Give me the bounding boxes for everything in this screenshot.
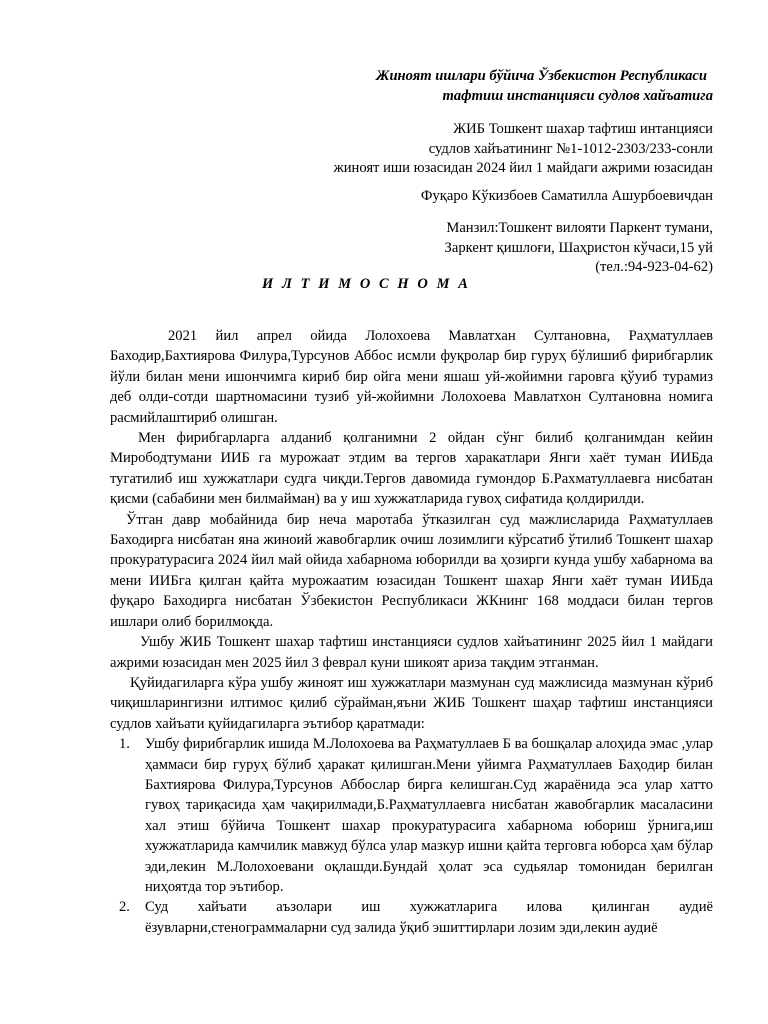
applicant-address (445, 219, 713, 278)
paragraph: Қуйидагиларга кўра ушбу жиноят иш хужжатлари мазмунан суд мажлисида мазмунан кўриб чиқишларингизни илтимос қилиб сўрайман,яъни ЖИБ Тошкент шаҳар тафтиш инстанцияси судлов хайъати қуйидагиларга эътибор қаратмади: (110, 674, 713, 732)
court-line-2: тафтиш инстанцияси судлов хайъатига (442, 87, 713, 104)
address-line-1: Манзил:Тошкент вилояти Паркент тумани, (446, 220, 713, 236)
applicant (421, 187, 713, 207)
claims-list (110, 734, 713, 938)
list-item (110, 897, 713, 938)
court-addressee (376, 67, 713, 106)
paragraph: 2021 йил апрел ойида Лолохоева Мавлатхан Султановна, Раҳматуллаев Баходир,Бахтиярова Филура,Турсунов Аббос исмли фуқролар бир гуруҳ бўлишиб фирибгарлик йўли билан мени ишончимга кириб бир ойга мени яшаш уй-жойимни гаровга қўуиб турамиз деб олди-сотди шартномасини тузиб уй-жойимни Лолохоева Мавлатхон Султановна номига расмийлаштириб олишган. (110, 328, 713, 426)
case-reference (334, 120, 713, 179)
paragraph: Ушбу ЖИБ Тошкент шахар тафтиш инстанцияси судлов хайъатининг 2025 йил 1 майдаги ажрими юзасидан мен 2025 йил 3 феврал куни шикоят ариза тақдим этганман. (110, 634, 713, 671)
phone-line: (тел.:94-923-04-62) (595, 259, 713, 275)
paragraph: Ўтган давр мобайнида бир неча маротаба ўтказилган суд мажлисларида Раҳматуллаев Баходирга нисбатан яна жиноий жавобгарлик очиш лозимлиги кўрсатиб ўтилиб Тошкент шахар прокуратурасига 2024 йил май ойида хабарнома юборилди ва ҳозирги кунда ушбу хабарнома ва мени ИИБга қилган қайта мурожаатим юзасидан Тошкент шахар Янги хаёт туман ИИБда фуқаро Баходирга нисбатан Ўзбекистон Республикаси ЖКнинг 168 моддаси билан тергов ишлари олиб борилмоқда. (110, 511, 713, 630)
list-item-text: Ушбу фирибгарлик ишида М.Лолохоева ва Раҳматуллаев Б ва бошқалар алоҳида эмас ,улар ҳаммаси бир гуруҳ бўлиб ҳаракат қилишган.Мени уйимга Раҳматуллаев Баҳодир билан Бахтиярова Филура,Турсунов Аббослар бирга келишган.Суд жараёнида эса улар хатто гувоҳ тариқасида ҳам чақирилмади,Б.Раҳматуллаевга нисбатан жавобгарлик масаласини хал этиш бўйича Тошкент шахар прокуратурасига хабарнома юбориш ўрнига,иш хужжатларида камчилик мавжуд бўлса улар мазкур ишни қайта терговга юборса ҳам бўлар эди,лекин М.Лолохоевани оқлашди.Бундай ҳолат эса судьялар томонидан берилган ниҳоятда тор эътибор. (145, 736, 713, 895)
list-item-text: Суд хайъати аъзолари иш хужжатларига илова қилинган аудиё ёзувларни,стенограммаларни суд залида ўқиб эшиттирлари лозим эди,лекин аудиё (145, 899, 713, 936)
document-title: И Л Т И М О С Н О М А (262, 276, 471, 292)
applicant-name: Фуқаро Кўкизбоев Саматилла Ашурбоевичдан (420, 188, 713, 204)
list-item-number: 2. (119, 899, 130, 916)
court-line-1: Жиноят ишлари бўйича Ўзбекистон Республикаси (376, 68, 707, 84)
list-item-number: 1. (119, 736, 130, 753)
list-item (110, 734, 713, 897)
case-line-3: жиноят иши юзасидан 2024 йил 1 майдаги ажрими юзасидан (333, 160, 713, 176)
document-body (110, 326, 713, 938)
address-line-2: Заркент қишлоғи, Шаҳристон кўчаси,15 уй (444, 239, 713, 256)
case-line-1: ЖИБ Тошкент шахар тафтиш интанцияси (453, 121, 713, 137)
paragraph: Мен фирибгарларга алданиб қолганимни 2 ойдан сўнг билиб қолганимдан кейин Мирободтумани ИИБ га мурожаат этдим ва тергов харакатлари Янги хаёт туман ИИБда тугатилиб иш хужжатлари судга чиқди.Тергов давомида гумондор Б.Рахматуллаевга нисбатан қисми (сабабини мен билмайман) ва у иш хужжатларида гувоҳ сифатида қолдирилди. (110, 430, 713, 508)
case-line-2: судлов хайъатининг №1-1012-2303/233-сонли (428, 140, 713, 157)
